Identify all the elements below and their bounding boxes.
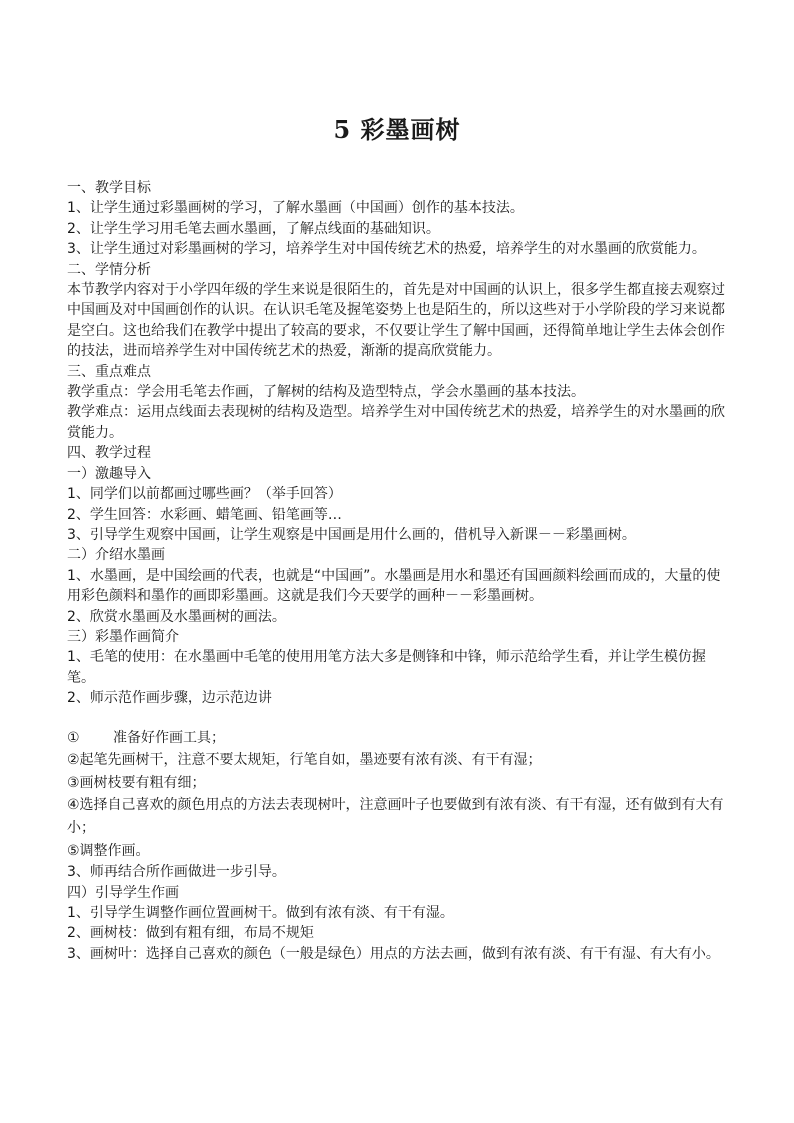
paragraph-goal-1: 1、让学生通过彩墨画树的学习，了解水墨画（中国画）创作的基本技法。 bbox=[67, 200, 524, 217]
step-4: ④选择自己喜欢的颜色用点的方法去表现树叶，注意画叶子也要做到有浓有淡、有干有湿，还有做到有大有小； bbox=[67, 797, 724, 836]
paragraph-key-point: 教学重点：学会用毛笔去作画，了解树的结构及造型特点，学会水墨画的基本技法。 bbox=[67, 384, 585, 401]
paragraph-ink-2: 2、欣赏水墨画及水墨画树的画法。 bbox=[67, 608, 286, 625]
section-heading-goals: 一、教学目标 bbox=[67, 180, 151, 196]
paragraph-brush-usage: 1、毛笔的使用：在水墨画中毛笔的使用用笔方法大多是侧锋和中锋，师示范给学生看，并让学生模仿握笔。 bbox=[67, 649, 706, 686]
paragraph-goal-3: 3、让学生通过对彩墨画树的学习，培养学生对中国传统艺术的热爱，培养学生的对水墨画的欣赏能力。 bbox=[67, 241, 706, 258]
step-2: ②起笔先画树干，注意不要太规矩，行笔自如，墨迹要有浓有淡、有干有湿； bbox=[67, 752, 542, 769]
subheading-intro: 一）激趣导入 bbox=[67, 465, 151, 482]
paragraph-guidance: 3、师再结合所作画做进一步引导。 bbox=[67, 864, 286, 881]
paragraph-student-1: 1、引导学生调整作画位置画树干。做到有浓有淡、有干有湿。 bbox=[67, 904, 454, 921]
paragraph-intro-1: 1、同学们以前都画过哪些画？（举手回答） bbox=[67, 486, 342, 503]
section-heading-process: 四、教学过程 bbox=[67, 445, 151, 462]
section-heading-key-points: 三、重点难点 bbox=[67, 363, 151, 380]
paragraph-ink-1: 1、水墨画，是中国绘画的代表，也就是“中国画”。水墨画是用水和墨还有国画颜料绘画而成的，大量的使用彩色颜料和墨作的画即彩墨画。这就是我们今天要学的画种－－彩墨画树。 bbox=[67, 567, 721, 605]
subheading-student-painting: 四）引导学生作画 bbox=[67, 884, 179, 901]
paragraph-goal-2: 2、让学生学习用毛笔去画水墨画，了解点线面的基础知识。 bbox=[67, 220, 440, 237]
document-body bbox=[67, 178, 732, 964]
paragraph-student-2: 2、画树枝：做到有粗有细，布局不规矩 bbox=[67, 925, 314, 942]
section-heading-analysis: 二、学情分析 bbox=[67, 261, 151, 278]
paragraph-intro-3: 3、引导学生观察中国画，让学生观察是中国画是用什么画的，借机导入新课－－彩墨画树。 bbox=[67, 526, 636, 543]
subheading-color-ink: 三）彩墨作画简介 bbox=[67, 628, 179, 645]
step-5: ⑤调整作画。 bbox=[67, 842, 150, 859]
paragraph-intro-2: 2、学生回答：水彩画、蜡笔画、铅笔画等… bbox=[67, 506, 342, 523]
paragraph-student-3: 3、画树叶：选择自己喜欢的颜色（一般是绿色）用点的方法去画，做到有浓有淡、有干有湿、有大有小。 bbox=[67, 945, 720, 962]
step-3: ③画树枝要有粗有细； bbox=[67, 774, 206, 791]
subheading-ink-painting: 二）介绍水墨画 bbox=[67, 547, 165, 564]
step-1 bbox=[67, 727, 732, 750]
step-1-number: ① bbox=[67, 729, 80, 746]
paragraph-difficulty: 教学难点：运用点线面去表现树的结构及造型。培养学生对中国传统艺术的热爱，培养学生的对水墨画的欣赏能力。 bbox=[67, 404, 725, 441]
paragraph-demo: 2、师示范作画步骤，边示范边讲 bbox=[67, 690, 272, 707]
spacer bbox=[67, 709, 732, 727]
paragraph-analysis: 本节教学内容对于小学四年级的学生来说是很陌生的，首先是对中国画的认识上，很多学生都直接去观察过中国画及对中国画创作的认识。在认识毛笔及握笔姿势上也是陌生的，所以这些对于小学阶段的学习来说都是空白。这也给我们在教学中提出了较高的要求，不仅要让学生了解中国画，还得简单地让学生去体会创作的技法，进而培养学生对中国传统艺术的热爱，渐渐的提高欣赏能力。 bbox=[67, 282, 725, 360]
document-title: 5 彩墨画树 bbox=[333, 115, 461, 144]
step-1-text: 准备好作画工具； bbox=[113, 729, 225, 746]
